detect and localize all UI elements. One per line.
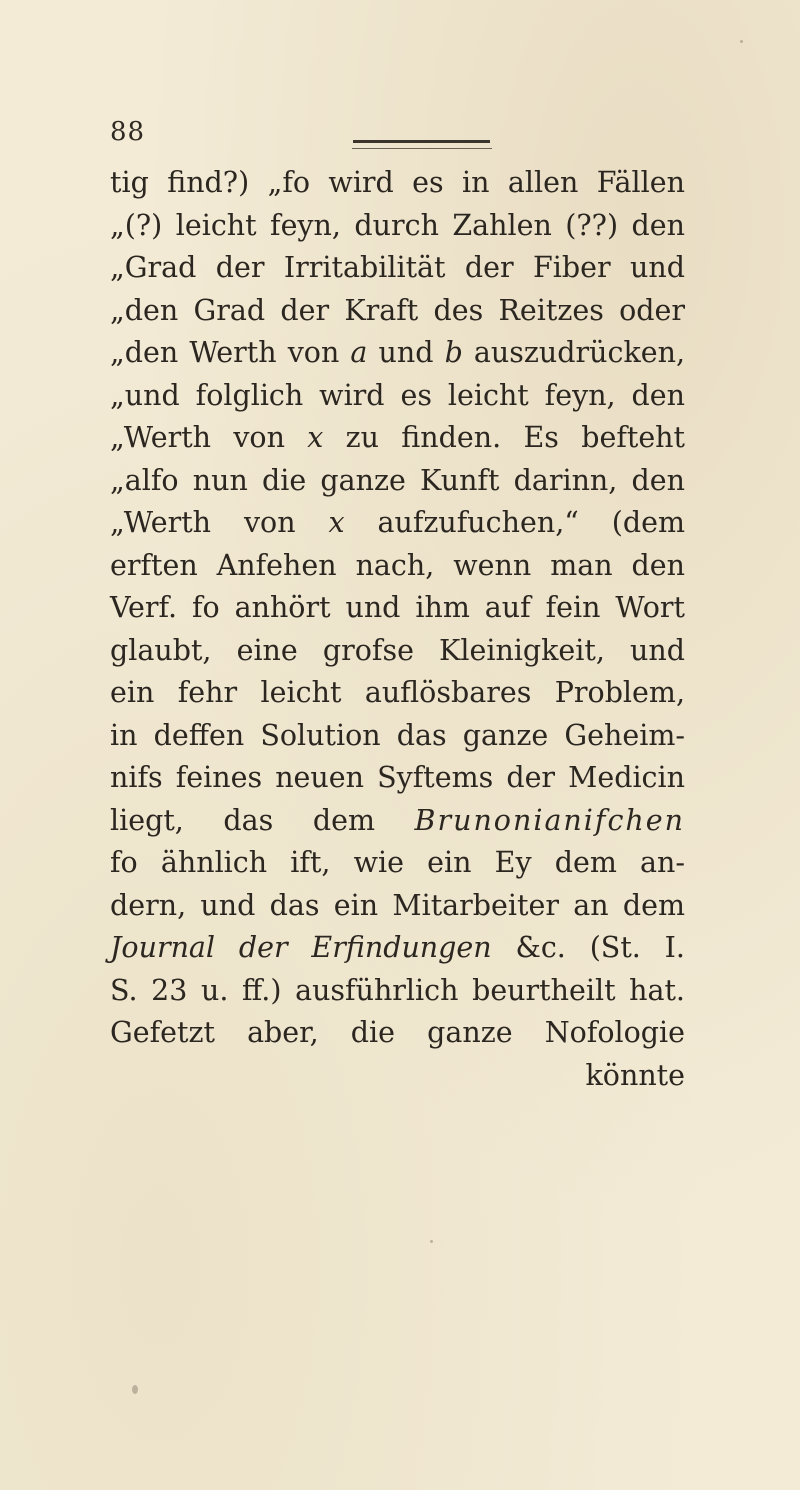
text-run: „alfo nun die ganze Kunft darinn, den (110, 463, 685, 497)
text-run: b (444, 336, 463, 369)
text-run: x (307, 421, 324, 454)
body-text (110, 162, 685, 1097)
text-run: und (367, 336, 445, 369)
text-line (110, 332, 685, 375)
text-run: zu finden. Es befteht (323, 421, 685, 454)
text-line (110, 672, 685, 715)
text-line (110, 1012, 685, 1055)
text-line (110, 460, 685, 503)
text-line (110, 545, 685, 588)
text-run: ein fehr leicht auflösbares Problem, (110, 676, 685, 709)
header-rule (353, 140, 490, 143)
text-run: dern, und das ein Mitarbeiter an dem (110, 888, 685, 922)
page-number: 88 (110, 117, 146, 147)
text-run: nifs feines neuen Syftems der Medicin (110, 761, 685, 794)
text-run: a (350, 336, 368, 369)
text-line (110, 970, 685, 1013)
text-line (110, 757, 685, 800)
text-line (110, 502, 685, 545)
text-run: tig find?) „fo wird es in allen Fällen (110, 166, 685, 199)
text-line (110, 247, 685, 290)
text-line (110, 1055, 685, 1098)
text-line (110, 715, 685, 758)
text-run: fo ähnlich ift, wie ein Ey dem an- (110, 846, 685, 879)
text-line (110, 162, 685, 205)
text-run: Verf. fo anhört und ihm auf fein Wort (110, 591, 685, 624)
text-run: liegt, das dem (110, 803, 415, 837)
text-run: Gefetzt aber, die ganze Nofologie (110, 1016, 685, 1049)
text-run: glaubt, eine grofse Kleinigkeit, und (110, 633, 685, 667)
text-line (110, 885, 685, 928)
text-line (110, 800, 685, 843)
text-line (110, 417, 685, 460)
text-run: „Werth von (110, 421, 308, 454)
text-line (110, 290, 685, 333)
text-line (110, 375, 685, 418)
text-run: „den Werth von (110, 336, 351, 369)
text-run: „und folglich wird es leicht feyn, den (110, 378, 685, 412)
text-run: Journal der Erfindungen (110, 931, 492, 964)
text-line (110, 842, 685, 885)
text-run: auszudrücken, (462, 336, 686, 369)
text-line (110, 630, 685, 673)
text-run: x (328, 506, 345, 539)
text-run: „(?) leicht feyn, durch Zahlen (??) den (110, 208, 685, 242)
text-run: könnte (585, 1058, 685, 1092)
text-run: erften Anfehen nach, wenn man den (110, 548, 685, 582)
text-run: aufzufuchen,“ (dem (344, 506, 685, 539)
header-rule-thin (352, 148, 492, 149)
text-run: „Grad der Irritabilität der Fiber und (110, 251, 685, 284)
text-run: Brunonianifchen (414, 803, 685, 837)
text-run: „Werth von (110, 506, 329, 539)
text-line (110, 205, 685, 248)
text-run: S. 23 u. ff.) ausführlich beurtheilt hat. (110, 973, 685, 1007)
text-run: „den Grad der Kraft des Reitzes oder (110, 293, 685, 327)
text-line (110, 927, 685, 970)
text-line (110, 587, 685, 630)
text-run: in deffen Solution das ganze Geheim- (110, 718, 685, 752)
text-run: &c. (St. I. (491, 931, 685, 964)
